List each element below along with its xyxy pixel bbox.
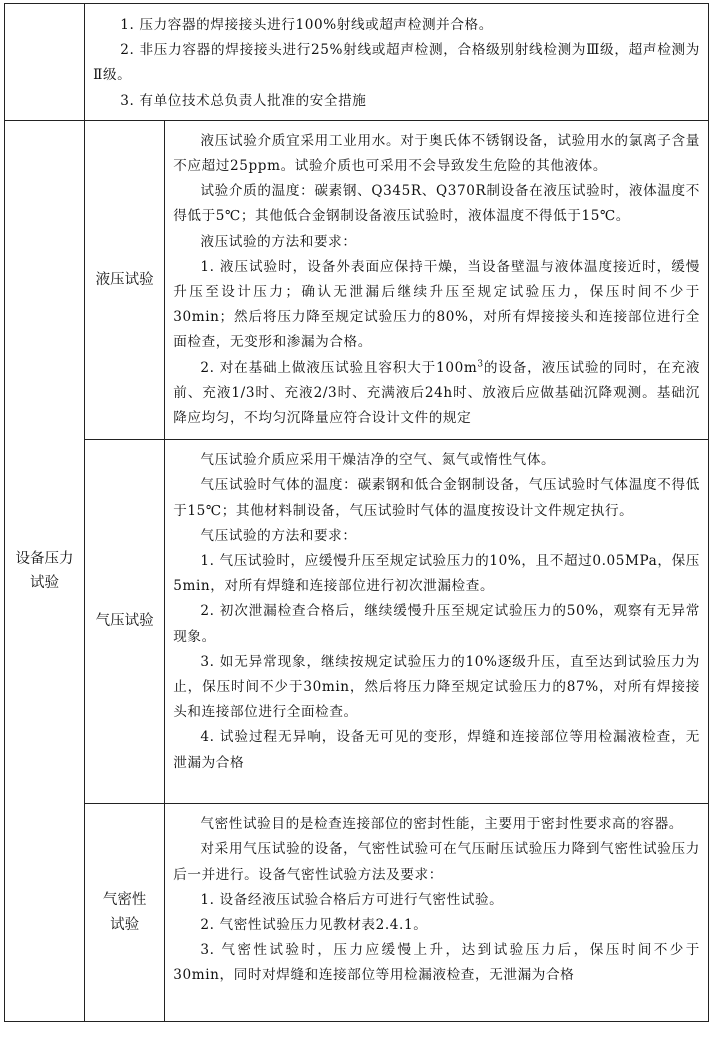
airtight-para-2: 对采用气压试验的设备，气密性试验可在气压耐压试验压力降到气密性试验压力后一并进行。设备气密性试验方法及要求： [173,841,700,883]
top-item-3: 3. 有单位技术总负责人批准的安全措施 [120,92,367,109]
pneumatic-para-4: 1. 气压试验时，应缓慢升压至规定试验压力的10%，且不超过0.05MPa，保压5min，对所有焊缝和连接部位进行初次泄漏检查。 [173,553,700,595]
pressure-test-table [4,3,709,1022]
hydrostatic-label: 液压试验 [95,271,154,288]
pneumatic-para-1: 气压试验介质应采用干燥洁净的空气、氮气或惰性气体。 [200,452,556,469]
hydrostatic-para-2: 试验介质的温度：碳素钢、Q345R、Q370R制设备在液压试验时，液体温度不得低于5℃；其他低合金钢制设备液压试验时，液体温度不得低于15℃。 [173,183,700,225]
airtight-test-row [5,804,709,1022]
airtight-label-line2: 试验 [110,916,140,933]
hydrostatic-test-row [5,120,709,439]
hydrostatic-label-cell [85,120,165,439]
pneumatic-content-cell [165,440,709,804]
top-requirements-cell [85,4,709,121]
pneumatic-label: 气压试验 [95,613,154,630]
airtight-para-3: 1. 设备经液压试验合格后方可进行气密性试验。 [200,891,504,908]
airtight-para-1: 气密性试验目的是检查连接部位的密封性能，主要用于密封性要求高的容器。 [200,816,683,833]
airtight-para-4: 2. 气密性试验压力见教材表2.4.1。 [200,917,428,934]
hydrostatic-item2-sup: 3 [477,359,484,370]
pneumatic-para-5: 2. 初次泄漏检查合格后，继续缓慢升压至规定试验压力的50%，观察有无异常现象。 [173,603,700,645]
hydrostatic-para-3: 液压试验的方法和要求： [200,233,357,250]
top-item-2: 2. 非压力容器的焊接接头进行25%射线或超声检测，合格级别射线检测为Ⅲ级，超声检测为Ⅱ级。 [93,42,700,84]
hydrostatic-content-cell [165,120,709,439]
pneumatic-para-2: 气压试验时气体的温度：碳素钢和低合金钢制设备，气压试验时气体温度不得低于15℃；其他材料制设备，气压试验时气体的温度按设计文件规定执行。 [173,477,700,519]
top-left-empty-cell [5,4,85,121]
airtight-content-cell [165,804,709,1022]
hydrostatic-para-4: 1. 液压试验时，设备外表面应保持干燥，当设备壁温与液体温度接近时，缓慢升压至设计压力；确认无泄漏后继续升压至规定试验压力，保压时间不少于30min；然后将压力降至规定试验压力的80%，对所有焊接接头和连接部位进行全面检查，无变形和渗漏为合格。 [173,258,700,351]
pneumatic-test-row [5,440,709,804]
pneumatic-para-6: 3. 如无异常现象，继续按规定试验压力的10%逐级升压，直至达到试验压力为止，保压时间不少于30min，然后将压力降至规定试验压力的87%，对所有焊接接头和连接部位进行全面检查。 [173,653,700,721]
hydrostatic-para-5 [173,356,700,432]
top-requirements-row [5,4,709,121]
airtight-label-line1: 气密性 [102,891,147,908]
hydrostatic-para-1: 液压试验介质宜采用工业用水。对于奥氏体不锈钢设备，试验用水的氯离子含量不应超过25ppm。试验介质也可采用不会导致发生危险的其他液体。 [173,132,700,175]
hydrostatic-item2-before: 2. 对在基础上做液压试验且容积大于100m [200,359,478,376]
airtight-para-5: 3. 气密性试验时，压力应缓慢上升，达到试验压力后，保压时间不少于30min，同时对焊缝和连接部位等用检漏液检查，无泄漏为合格 [173,942,700,984]
category-cell [5,120,85,1021]
category-label: 设备压力试验 [15,551,74,592]
pneumatic-label-cell [85,440,165,804]
pneumatic-para-3: 气压试验的方法和要求： [200,527,357,544]
airtight-label-cell [85,804,165,1022]
top-item-1: 1. 压力容器的焊接接头进行100%射线或超声检测并合格。 [120,17,493,33]
hydrostatic-item2-after: 的设备，液压试验的同时，在充液前、充液1/3时、充液2/3时、充满液后24h时、放液后应做基础沉降观测。基础沉降应均匀，不均匀沉降量应符合设计文件的规定 [173,359,701,427]
pneumatic-para-7: 4. 试验过程无异响，设备无可见的变形，焊缝和连接部位等用检漏液检查，无泄漏为合格 [173,729,700,771]
